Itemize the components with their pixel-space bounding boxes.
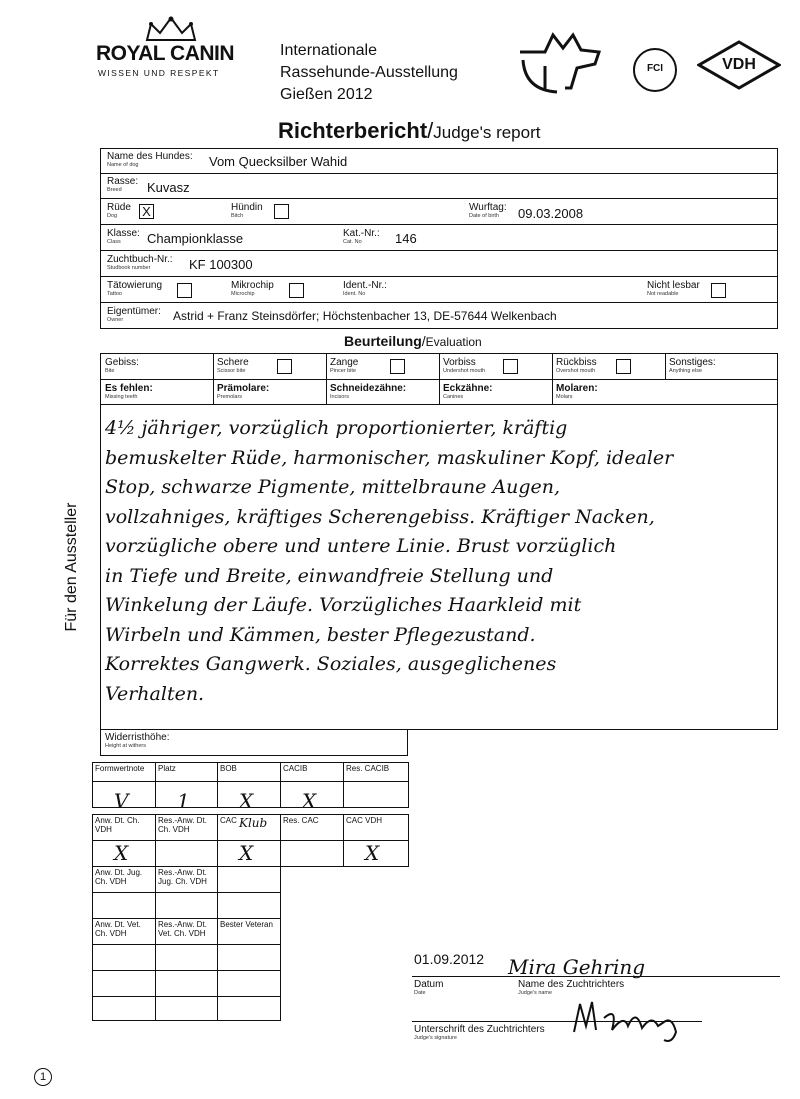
female-label-text: Hündin <box>231 202 263 213</box>
bite-option-2 <box>330 358 358 374</box>
evaluation-title-sub: Evaluation <box>425 335 482 349</box>
bite-row <box>100 353 778 380</box>
evaluation-text-area <box>100 404 778 730</box>
bite-option-sublabel: Pincer bite <box>330 368 356 374</box>
chip-checkbox[interactable] <box>289 283 304 298</box>
award-mark: X <box>302 789 317 813</box>
missing-teeth-label: Prämolare: <box>217 383 270 394</box>
studbook-label-text: Zuchtbuch-Nr.: <box>107 254 173 265</box>
vdh-badge <box>697 40 781 90</box>
vdh-badge-text: VDH <box>722 56 756 73</box>
ident-sublabel: Ident. No <box>343 291 366 297</box>
chip-label-text: Mikrochip <box>231 280 274 291</box>
dog-name-sublabel: Name of dog <box>107 162 139 168</box>
studbook-value: KF 100300 <box>189 257 253 272</box>
missing-teeth-row <box>100 379 778 405</box>
award-empty-cell <box>92 970 156 997</box>
crown-icon <box>143 16 199 42</box>
award-mark-cell <box>155 892 218 919</box>
breed-label-text: Rasse: <box>107 176 139 187</box>
missing-teeth-label: Molaren: <box>556 383 598 394</box>
award-label-cell: Res.-Anw. Dt. Ch. VDH <box>155 814 218 841</box>
chip-sublabel: Microchip <box>231 291 255 297</box>
field-height <box>100 729 408 756</box>
missing-teeth-sublabel: Molars <box>556 394 573 400</box>
bite-divider <box>213 354 214 379</box>
missing-teeth-divider <box>439 380 440 404</box>
award-mark-cell <box>92 892 156 919</box>
report-title <box>278 118 540 144</box>
bite-option-label: Vorbiss <box>443 357 476 368</box>
field-class <box>100 224 778 251</box>
award-empty-cell <box>92 996 156 1021</box>
handwritten-line: vollzahniges, kräftiges Scherengebiss. Kräftiger Nacken, <box>105 505 655 528</box>
evaluation-title-main: Beurteilung <box>344 333 422 349</box>
studbook-label <box>107 255 173 271</box>
unreadable-label <box>647 281 700 297</box>
field-dog-name <box>100 148 778 174</box>
award-mark-cell <box>280 840 344 867</box>
katnr-sublabel: Cat. No <box>343 239 362 245</box>
dog-name-value: Vom Quecksilber Wahid <box>209 154 348 169</box>
unreadable-checkbox[interactable] <box>711 283 726 298</box>
bite-option-sublabel: Anything else <box>669 368 703 374</box>
bite-option-0 <box>105 358 139 374</box>
missing-teeth-cell-1 <box>217 384 269 400</box>
event-title <box>280 40 458 106</box>
event-line-2: Rassehunde-Ausstellung <box>280 64 458 81</box>
breed-sublabel: Breed <box>107 187 122 193</box>
brand-tagline: WISSEN UND RESPEKT <box>98 68 220 78</box>
date-sublabel: Date <box>414 990 426 996</box>
award-label-cell: Anw. Dt. Ch. VDH <box>92 814 156 841</box>
bite-option-sublabel: Bite <box>105 368 115 374</box>
fci-badge-text: FCI <box>646 63 664 74</box>
handwritten-line: Verhalten. <box>105 682 205 705</box>
dog-name-label-text: Name des Hundes: <box>107 151 193 162</box>
bite-option-sublabel: Undershot mouth <box>443 368 486 374</box>
bite-divider <box>326 354 327 379</box>
award-label-cell: Res.-Anw. Dt. Vet. Ch. VDH <box>155 918 218 945</box>
handwritten-line: in Tiefe und Breite, einwandfreie Stellung und <box>105 564 554 587</box>
katnr-value: 146 <box>395 231 417 246</box>
report-title-sub: Judge's report <box>433 123 541 142</box>
award-empty-cell <box>155 970 218 997</box>
height-sublabel: Height at withers <box>105 743 146 749</box>
award-mark: X <box>114 841 129 865</box>
award-label-cell: Res. CAC <box>280 814 344 841</box>
award-mark-cell <box>217 944 281 971</box>
owner-label-text: Eigentümer: <box>107 306 161 317</box>
missing-teeth-cell-3 <box>443 384 492 400</box>
female-checkbox[interactable] <box>274 204 289 219</box>
award-label-cell: Anw. Dt. Jug. Ch. VDH <box>92 866 156 893</box>
bite-option-5 <box>669 358 716 374</box>
page-number-text: 1 <box>39 1071 47 1083</box>
award-label-cell <box>217 866 281 893</box>
dob-sublabel: Date of birth <box>469 213 499 219</box>
class-value: Championklasse <box>147 231 244 246</box>
award-label-cell: Anw. Dt. Vet. Ch. VDH <box>92 918 156 945</box>
event-line-1: Internationale <box>280 42 377 59</box>
owner-value: Astrid + Franz Steinsdörfer; Höchstenbacher 13, DE-57644 Welkenbach <box>173 309 557 323</box>
field-identification <box>100 276 778 303</box>
owner-label <box>107 307 161 323</box>
breed-value: Kuvasz <box>147 180 190 195</box>
tattoo-label <box>107 281 162 297</box>
field-owner <box>100 302 778 329</box>
handwritten-line: 4½ jähriger, vorzüglich proportionierter, kräftig <box>105 417 568 439</box>
brand-name: ROYAL CANIN <box>96 42 235 65</box>
judge-name-value: Mira Gehring <box>508 955 646 979</box>
event-line-3: Gießen 2012 <box>280 86 373 103</box>
award-mark: X <box>365 841 380 865</box>
chip-label <box>231 281 274 297</box>
award-mark-cell <box>155 944 218 971</box>
bite-option-1 <box>217 358 249 374</box>
evaluation-title <box>344 333 482 351</box>
class-label-text: Klasse: <box>107 228 140 239</box>
handwritten-line: Stop, schwarze Pigmente, mittelbraune Augen, <box>105 476 561 498</box>
tattoo-sublabel: Tattoo <box>107 291 122 297</box>
report-title-main: Richterbericht <box>278 118 428 143</box>
katnr-label <box>343 229 380 245</box>
bite-option-label: Schere <box>217 357 249 368</box>
missing-teeth-sublabel: Incisors <box>330 394 349 400</box>
award-mark-cell <box>217 892 281 919</box>
missing-teeth-label: Eckzähne: <box>443 383 493 394</box>
bite-option-3 <box>443 358 485 374</box>
male-label <box>107 203 131 219</box>
bite-divider <box>552 354 553 379</box>
tattoo-checkbox[interactable] <box>177 283 192 298</box>
award-label-cell: BOB <box>217 762 281 782</box>
award-mark: V <box>114 789 129 813</box>
handwritten-line: bemuskelter Rüde, harmonischer, maskuliner Kopf, idealer <box>105 446 674 469</box>
award-label-cell: CAC <box>217 814 281 841</box>
fci-badge <box>633 48 677 92</box>
award-mark-cell <box>92 944 156 971</box>
unreadable-sublabel: Not readable <box>647 291 679 297</box>
judge-name-label-text: Name des Zuchtrichters <box>518 979 625 990</box>
signature-line-1 <box>412 976 780 977</box>
bite-option-checkbox[interactable] <box>277 359 292 374</box>
award-label-cell: Res.-Anw. Dt. Jug. Ch. VDH <box>155 866 218 893</box>
bite-option-checkbox[interactable] <box>503 359 518 374</box>
award-mark: X <box>239 789 254 813</box>
award-label-cell: Res. CACIB <box>343 762 409 782</box>
award-label-cell: CAC VDH <box>343 814 409 841</box>
field-sex-dob <box>100 198 778 225</box>
tattoo-label-text: Tätowierung <box>107 280 163 291</box>
bite-option-label: Zange <box>330 357 359 368</box>
side-label-exhibitor: Für den Aussteller <box>63 502 80 632</box>
dob-value: 09.03.2008 <box>518 206 584 221</box>
dob-label <box>469 203 507 219</box>
award-mark: 1 <box>177 789 190 813</box>
ident-label <box>343 281 387 297</box>
bite-divider <box>665 354 666 379</box>
class-label <box>107 229 140 245</box>
award-label-cell: Bester Veteran <box>217 918 281 945</box>
female-label <box>231 203 263 219</box>
judge-signature-label <box>414 1025 545 1041</box>
judge-name-sublabel: Judge's name <box>518 990 553 996</box>
missing-teeth-label: Es fehlen: <box>105 383 153 394</box>
bite-option-sublabel: Overshot mouth <box>556 368 596 374</box>
page-number <box>34 1068 52 1086</box>
award-mark: X <box>239 841 254 865</box>
missing-teeth-cell-4 <box>556 384 598 400</box>
signature-date-value: 01.09.2012 <box>414 951 485 967</box>
bite-option-label: Rückbiss <box>556 357 597 368</box>
judge-name-label <box>518 980 624 996</box>
award-empty-cell <box>217 996 281 1021</box>
male-label-text: Rüde <box>107 202 131 213</box>
handwritten-line: Korrektes Gangwerk. Soziales, ausgeglichenes <box>105 653 557 675</box>
dog-name-label <box>107 152 193 168</box>
bite-option-checkbox[interactable] <box>390 359 405 374</box>
award-mark-cell <box>343 781 409 808</box>
dob-label-text: Wurftag: <box>469 202 507 213</box>
date-label <box>414 980 443 996</box>
report-title-sep: / <box>427 118 434 143</box>
award-empty-cell <box>155 996 218 1021</box>
missing-teeth-cell-2 <box>330 384 406 400</box>
missing-teeth-cell-0 <box>105 384 153 400</box>
breed-label <box>107 177 138 193</box>
signature-line-2 <box>412 1021 702 1022</box>
dog-logo-icon <box>515 30 605 100</box>
bite-option-label: Sonstiges: <box>669 357 716 368</box>
bite-option-label: Gebiss: <box>105 357 139 368</box>
award-label-cell: Platz <box>155 762 218 782</box>
award-empty-cell <box>217 970 281 997</box>
handwritten-line: Winkelung der Läufe. Vorzügliches Haarkleid mit <box>105 594 582 616</box>
missing-teeth-divider <box>552 380 553 404</box>
owner-sublabel: Owner <box>107 317 124 323</box>
handwritten-line: Wirbeln und Kämmen, bester Pflegezustand. <box>105 623 536 646</box>
male-checkbox[interactable]: X <box>139 204 154 219</box>
judge-signature-sublabel: Judge's signature <box>414 1035 457 1041</box>
bite-option-sublabel: Scissor bite <box>217 368 246 374</box>
club-note: Klub <box>239 816 268 830</box>
ident-label-text: Ident.-Nr.: <box>343 280 387 291</box>
award-label-cell: Formwertnote <box>92 762 156 782</box>
unreadable-label-text: Nicht lesbar <box>647 280 700 291</box>
height-label <box>105 733 169 749</box>
missing-teeth-sublabel: Canines <box>443 394 464 400</box>
missing-teeth-sublabel: Premolars <box>217 394 243 400</box>
missing-teeth-sublabel: Missing teeth <box>105 394 138 400</box>
missing-teeth-divider <box>326 380 327 404</box>
bite-option-4 <box>556 358 597 374</box>
royal-canin-logo <box>96 16 246 86</box>
missing-teeth-divider <box>213 380 214 404</box>
missing-teeth-label: Schneidezähne: <box>330 383 407 394</box>
bite-option-checkbox[interactable] <box>616 359 631 374</box>
studbook-sublabel: Studbook number <box>107 265 151 271</box>
bite-divider <box>439 354 440 379</box>
evaluation-title-sep: / <box>421 333 426 349</box>
male-sublabel: Dog <box>107 213 118 219</box>
award-mark-cell <box>155 840 218 867</box>
class-sublabel: Class <box>107 239 121 245</box>
field-breed <box>100 173 778 199</box>
handwritten-line: vorzügliche obere und untere Linie. Brust vorzüglich <box>105 535 617 557</box>
katnr-label-text: Kat.-Nr.: <box>343 228 380 239</box>
female-sublabel: Bitch <box>231 213 244 219</box>
field-studbook <box>100 250 778 277</box>
height-label-text: Widerristhöhe: <box>105 732 170 743</box>
award-label-cell: CACIB <box>280 762 344 782</box>
date-label-text: Datum <box>414 979 444 990</box>
judge-signature-label-text: Unterschrift des Zuchtrichters <box>414 1024 545 1035</box>
